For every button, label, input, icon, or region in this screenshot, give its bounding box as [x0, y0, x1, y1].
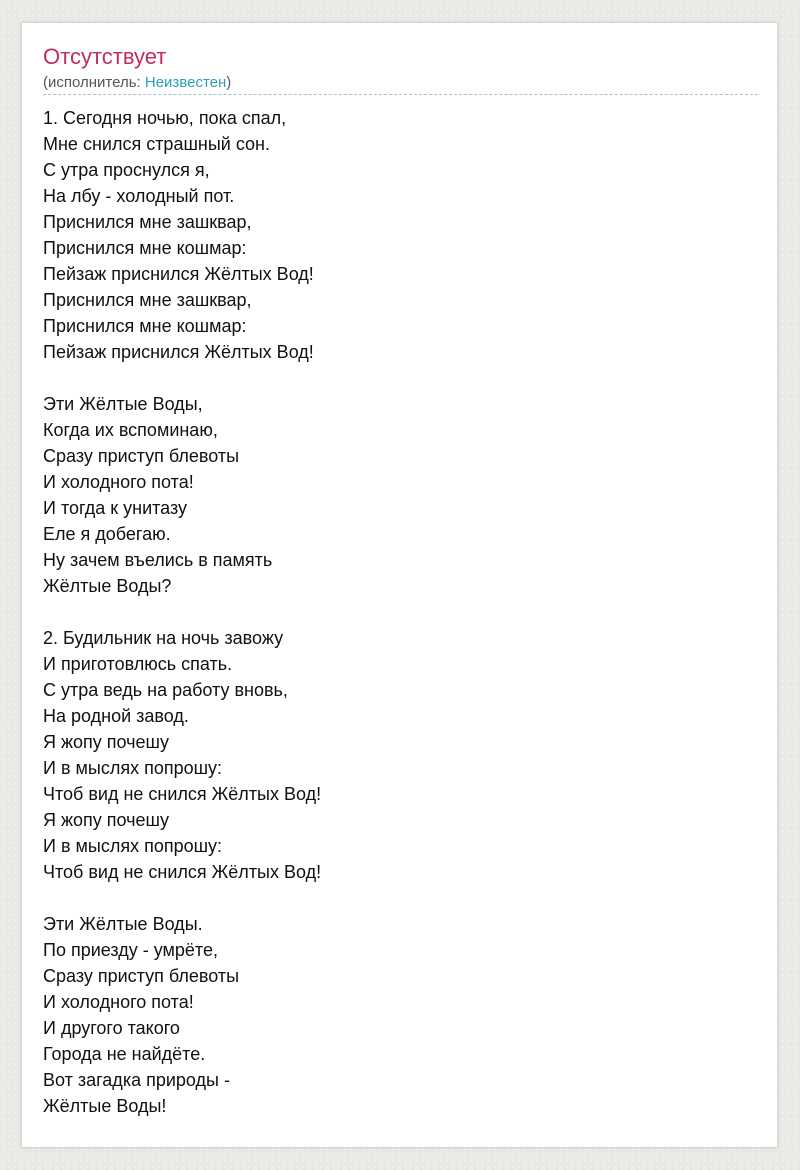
stanza-gap	[43, 599, 321, 625]
lyric-line: На родной завод.	[43, 706, 189, 726]
lyric-line: Города не найдёте.	[43, 1044, 206, 1064]
lyric-line: Сразу приступ блевоты	[43, 966, 240, 986]
lyric-line: Приснился мне зашквар,	[43, 290, 252, 310]
lyric-line: С утра проснулся я,	[43, 160, 210, 180]
lyric-line: 1. Сегодня ночью, пока спал,	[43, 108, 287, 128]
lyric-line: Вот загадка природы -	[43, 1070, 230, 1090]
stanza-gap	[43, 365, 321, 391]
lyric-line: И в мыслях попрошу:	[43, 758, 223, 778]
lyric-line: Пейзаж приснился Жёлтых Вод!	[43, 342, 314, 362]
title-divider	[43, 94, 758, 95]
lyric-line: Эти Жёлтые Воды.	[43, 914, 203, 934]
lyric-line: Приснился мне кошмар:	[43, 238, 247, 258]
lyrics-text	[43, 105, 321, 1119]
artist-line	[43, 73, 231, 93]
lyric-line: И холодного пота!	[43, 992, 194, 1012]
lyric-line: И холодного пота!	[43, 472, 194, 492]
artist-prefix: (исполнитель:	[43, 74, 145, 91]
lyric-line: На лбу - холодный пот.	[43, 186, 235, 206]
lyric-line: И приготовлюсь спать.	[43, 654, 233, 674]
lyric-line: 2. Будильник на ночь завожу	[43, 628, 284, 648]
lyric-line: Приснился мне кошмар:	[43, 316, 247, 336]
lyric-line: Сразу приступ блевоты	[43, 446, 240, 466]
artist-suffix: )	[226, 74, 232, 91]
lyric-line: Еле я добегаю.	[43, 524, 171, 544]
lyric-line: И тогда к унитазу	[43, 498, 188, 518]
lyric-line: И в мыслях попрошу:	[43, 836, 223, 856]
lyric-line: Пейзаж приснился Жёлтых Вод!	[43, 264, 314, 284]
lyric-line: С утра ведь на работу вновь,	[43, 680, 288, 700]
lyric-line: Приснился мне зашквар,	[43, 212, 252, 232]
lyric-line: Мне снился страшный сон.	[43, 134, 270, 154]
lyric-line: Чтоб вид не снился Жёлтых Вод!	[43, 784, 322, 804]
lyric-line: И другого такого	[43, 1018, 180, 1038]
lyric-line: Когда их вспоминаю,	[43, 420, 218, 440]
lyric-line: Ну зачем въелись в память	[43, 550, 273, 570]
lyric-line: По приезду - умрёте,	[43, 940, 218, 960]
lyric-line: Я жопу почешу	[43, 810, 169, 830]
lyric-line: Чтоб вид не снился Жёлтых Вод!	[43, 862, 322, 882]
lyric-line: Жёлтые Воды!	[43, 1096, 167, 1116]
lyrics-card	[21, 22, 778, 1148]
lyric-line: Жёлтые Воды?	[43, 576, 172, 596]
stanza-gap	[43, 885, 321, 911]
lyric-line: Эти Жёлтые Воды,	[43, 394, 203, 414]
artist-link[interactable]: Неизвестен	[144, 74, 227, 91]
lyric-line: Я жопу почешу	[43, 732, 169, 752]
song-title: Отсутствует	[43, 44, 167, 69]
